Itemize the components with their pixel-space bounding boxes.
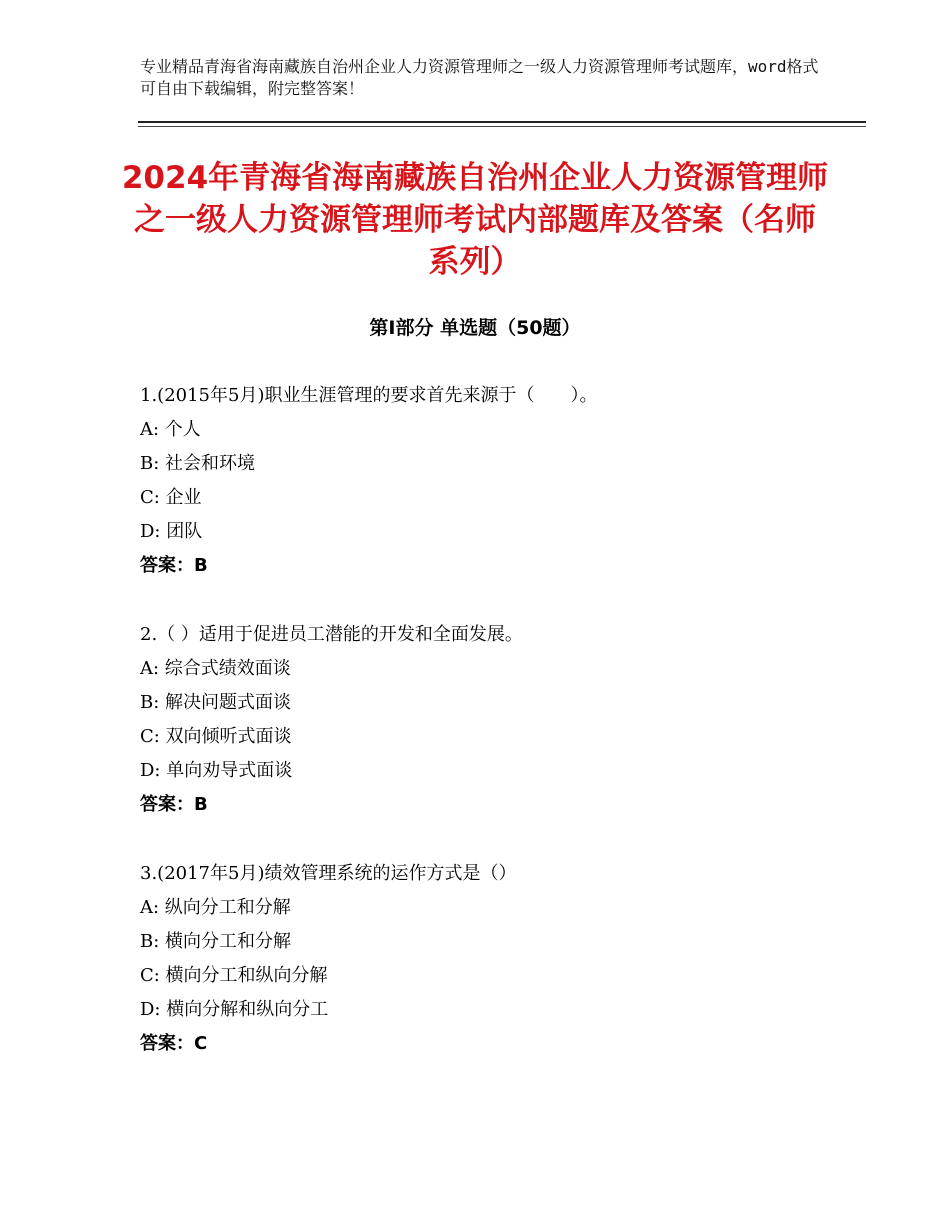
document-title: 2024年青海省海南藏族自治州企业人力资源管理师之一级人力资源管理师考试内部题库及答案（名师系列） bbox=[121, 160, 829, 280]
section-title: 第Ⅰ部分 单选题（50题） bbox=[369, 317, 581, 339]
option-c: C: 企业 bbox=[140, 487, 202, 508]
option-c: C: 双向倾听式面谈 bbox=[140, 726, 292, 747]
option-a: A: 个人 bbox=[140, 419, 201, 440]
question-text: 3.(2017年5月)绩效管理系统的运作方式是（） bbox=[140, 863, 517, 884]
answer: 答案：B bbox=[140, 555, 208, 576]
question-text: 2.（ ）适用于促进员工潜能的开发和全面发展。 bbox=[140, 624, 523, 645]
header-note: 专业精品青海省海南藏族自治州企业人力资源管理师之一级人力资源管理师考试题库，word格式可自由下载编辑，附完整答案！ bbox=[140, 57, 819, 98]
answer: 答案：B bbox=[140, 794, 208, 815]
question-3 bbox=[140, 857, 840, 1061]
question-text: 1.(2015年5月)职业生涯管理的要求首先来源于（ ）。 bbox=[140, 385, 598, 406]
question-2 bbox=[140, 618, 840, 822]
option-b: B: 横向分工和分解 bbox=[140, 931, 292, 952]
option-d: D: 团队 bbox=[140, 521, 203, 542]
option-d: D: 横向分解和纵向分工 bbox=[140, 999, 329, 1020]
option-a: A: 综合式绩效面谈 bbox=[140, 658, 291, 679]
answer: 答案：C bbox=[140, 1033, 208, 1054]
option-a: A: 纵向分工和分解 bbox=[140, 897, 291, 918]
option-b: B: 社会和环境 bbox=[140, 453, 256, 474]
option-b: B: 解决问题式面谈 bbox=[140, 692, 292, 713]
option-d: D: 单向劝导式面谈 bbox=[140, 760, 293, 781]
question-1 bbox=[140, 379, 840, 583]
option-c: C: 横向分工和纵向分解 bbox=[140, 965, 328, 986]
header-divider-thin bbox=[138, 126, 866, 127]
header-divider-thick bbox=[138, 121, 866, 123]
